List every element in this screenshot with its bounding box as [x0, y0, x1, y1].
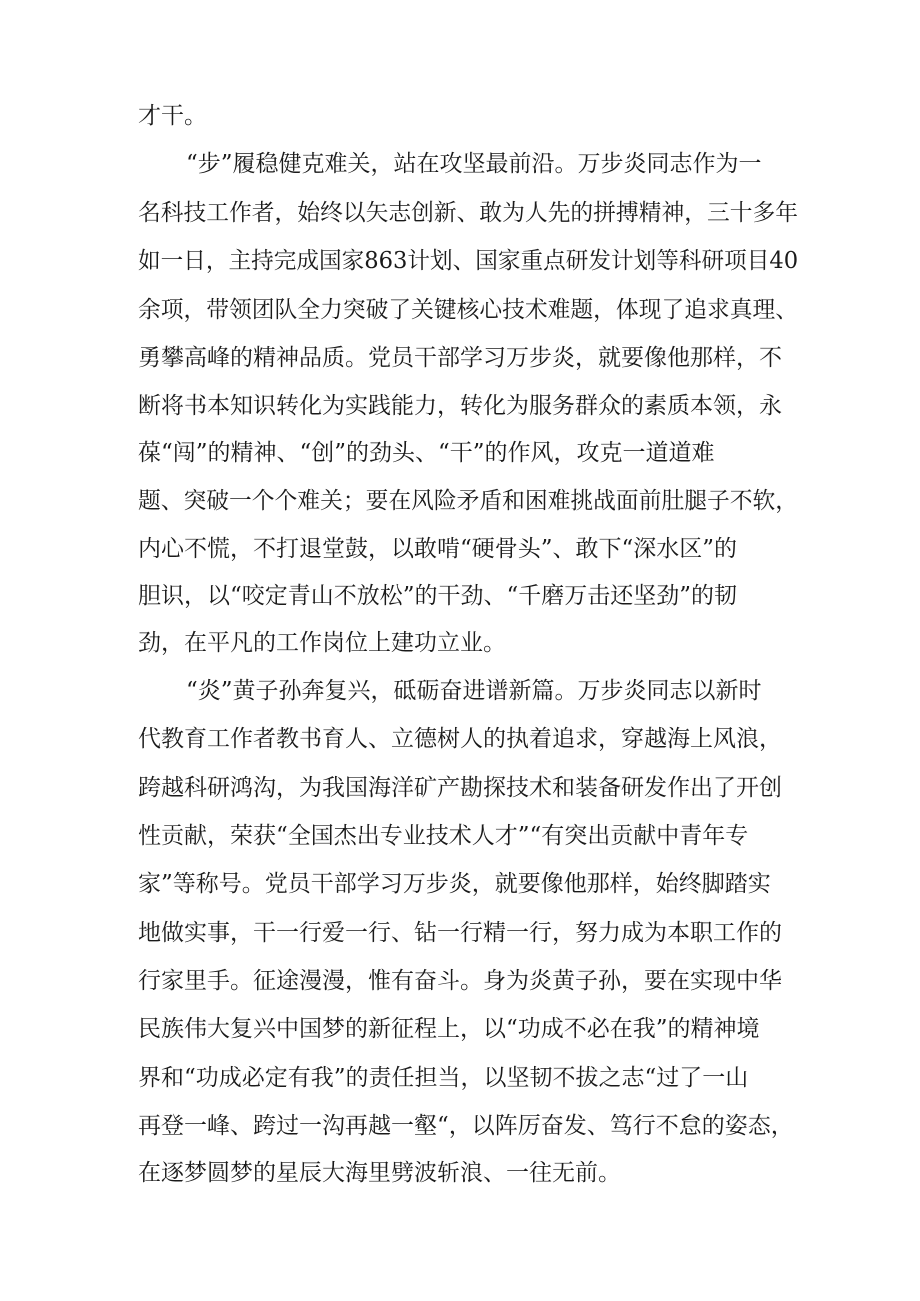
text-line: 性贡献，荣获“全国杰出专业技术人才”“有突出贡献中青年专 [138, 823, 749, 849]
paragraph-1-first-line: “步”履稳健克难关，站在攻坚最前沿。万步炎同志作为一 [186, 151, 762, 177]
text-line: 勇攀高峰的精神品质。党员干部学习万步炎，就要像他那样，不 [138, 345, 782, 371]
text-line: 劲，在平凡的工作岗位上建功立业。 [138, 630, 506, 656]
text-line: 葆“闯”的精神、“创”的劲头、“干”的作风，攻克一道道难 [138, 440, 715, 466]
text-line: 民族伟大复兴中国梦的新征程上，以“功成不必在我”的精神境 [138, 1016, 760, 1042]
text-line: 跨越科研鸿沟，为我国海洋矿产勘探技术和装备研发作出了开创 [138, 775, 782, 801]
text-line: 在逐梦圆梦的星辰大海里劈波斩浪、一往无前。 [138, 1160, 621, 1186]
text-line: 代教育工作者教书育人、立德树人的执着追求，穿越海上风浪， [138, 726, 782, 752]
text-line: 家”等称号。党员干部学习万步炎，就要像他那样，始终脚踏实 [138, 871, 771, 897]
text-line: 题、突破一个个难关；要在风险矛盾和困难挑战面前肚腿子不软， [138, 488, 798, 514]
text-line: 再登一峰、跨过一沟再越一壑“，以阵厉奋发、笃行不怠的姿态， [138, 1113, 794, 1139]
text-line: 内心不慌，不打退堂鼓，以敢啃“硬骨头”、敢下“深水区”的 [138, 536, 738, 562]
text-line: 名科技工作者，始终以矢志创新、敢为人先的拼搏精神，三十多年 [138, 200, 798, 226]
text-line: 行家里手。征途漫漫，惟有奋斗。身为炎黄子孙，要在实现中华 [138, 968, 782, 994]
text-line: 地做实事，干一行爱一行、钻一行精一行，努力成为本职工作的 [138, 920, 782, 946]
text-line: 才干。 [138, 103, 207, 129]
text-line: 断将书本知识转化为实践能力，转化为服务群众的素质本领，永 [138, 393, 782, 419]
text-line: 余项，带领团队全力突破了关键核心技术难题，体现了追求真理、 [138, 297, 798, 323]
text-line: 界和“功成必定有我”的责任担当，以坚韧不拔之志“过了一山 [138, 1065, 749, 1091]
text-line: 胆识，以“咬定青山不放松”的干劲、“千磨万击还坚劲”的韧 [138, 583, 738, 609]
text-line: 如一日，主持完成国家863计划、国家重点研发计划等科研项目40 [138, 248, 799, 274]
paragraph-2-first-line: “炎”黄子孙奔复兴，砥砺奋进谱新篇。万步炎同志以新时 [186, 678, 762, 704]
